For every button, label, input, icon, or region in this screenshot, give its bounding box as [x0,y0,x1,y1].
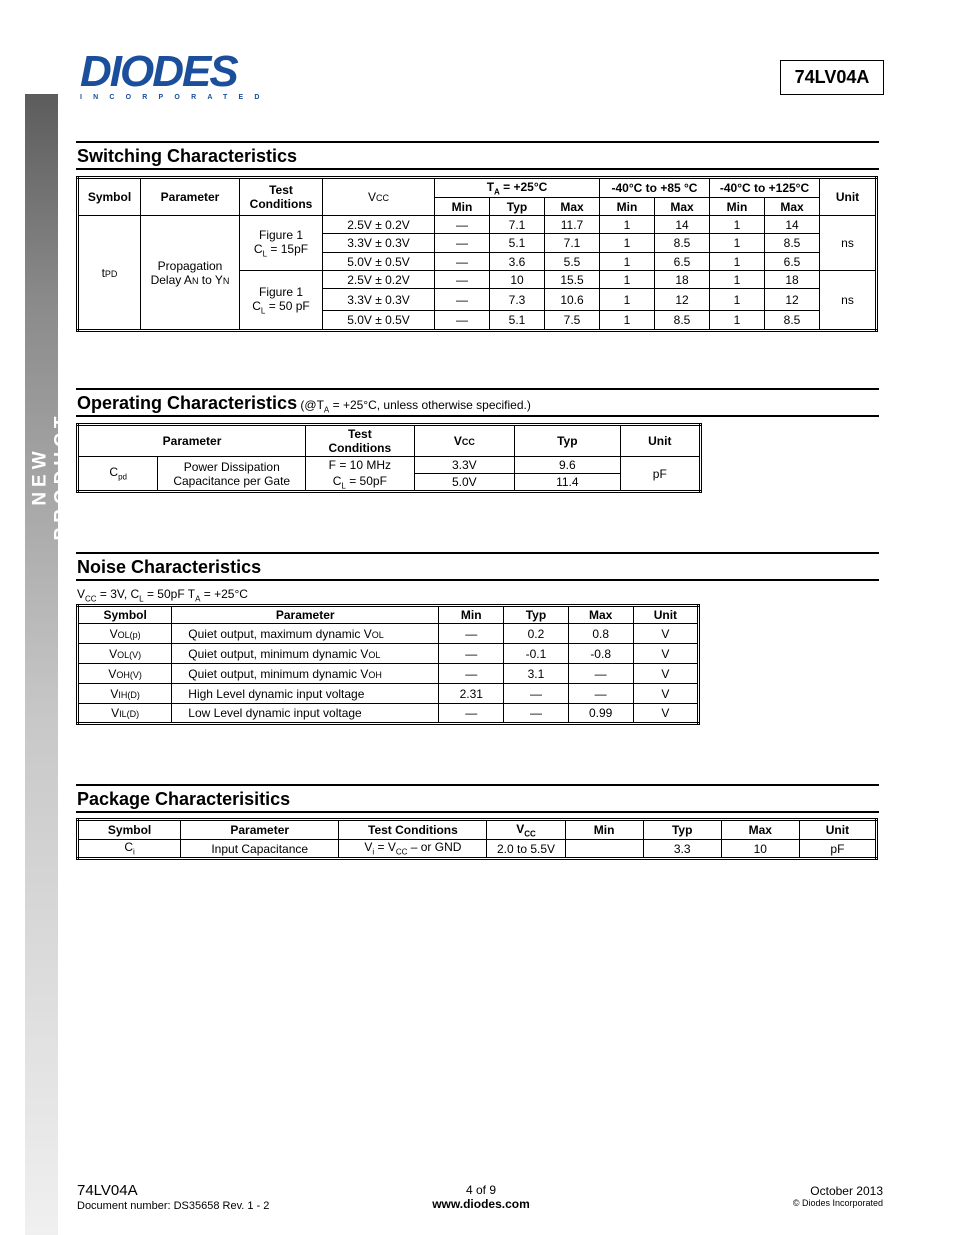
table-row [78,704,699,724]
section-rule [76,388,879,390]
cell-max: — [568,684,633,704]
cell-max: 0.99 [568,704,633,724]
cell-parameter: Input Capacitance [181,840,339,859]
cell-vcc: 5.0V [414,474,514,492]
cell-min3: 1 [710,253,765,271]
header-max: Max [655,198,710,216]
cell-min2: 1 [600,234,655,253]
table-row [78,684,699,704]
logo-word: DIODES [80,47,237,96]
condition-load: $C_L = 50pF$ [306,474,415,492]
cell-min3: 1 [710,216,765,234]
cell-vcc: 2.0 to 5.5V [487,840,565,859]
cell-unit: ns [820,216,877,271]
table-row [78,624,699,644]
header-min: Min [600,198,655,216]
section-rule [76,579,879,581]
cell-parameter: Quiet output, maximum dynamic VOL [172,624,439,644]
noise-title: Noise Characteristics [77,557,262,577]
operating-subtitle: ($@T_A = +25^\circ C$, unless otherwise specified.) [297,398,531,415]
cell-max3: 8.5 [765,234,820,253]
footer-page: 4 of 9 [465,1183,497,1197]
cell-parameter: Quiet output, minimum dynamic VOL [172,644,439,664]
condition-frequency: F = 10 MHz [306,457,415,474]
cell-min2: 1 [600,271,655,289]
cell-min: — [435,311,490,331]
cell-vcc: 2.5V ± 0.2V [323,216,435,234]
header-min: Min [710,198,765,216]
cell-max2: 18 [655,271,710,289]
footer-copyright: © Diodes Incorporated [792,1198,883,1208]
cell-max: 11.7 [545,216,600,234]
side-banner-text: NEW PRODUCT [29,411,73,541]
cell-max: 15.5 [545,271,600,289]
cell-min2: 1 [600,253,655,271]
cell-max2: 12 [655,289,710,311]
switching-table [76,176,878,332]
cell-typ: 3.1 [504,664,568,684]
cell-min: — [439,664,504,684]
cell-symbol: $C_i$ [78,840,181,859]
cell-max: 7.5 [545,311,600,331]
table-row [78,216,877,234]
header-unit: Unit [799,820,876,840]
cell-test-conditions: $V_i = V_{CC}$ – or GND [339,840,487,859]
cell-typ: 5.1 [490,311,545,331]
cell-vcc: 3.3V ± 0.3V [323,234,435,253]
table-row [78,840,877,859]
cell-min: — [439,624,504,644]
cell-unit: V [633,624,698,644]
cell-max: 0.8 [568,624,633,644]
header-parameter: Parameter [172,606,439,624]
part-number-box: 74LV04A [780,60,884,95]
cell-vcc: 3.3V [414,457,514,474]
cell-min: — [439,704,504,724]
cell-min: — [435,234,490,253]
package-title: Package Characterisitics [77,789,291,809]
cell-max2: 8.5 [655,234,710,253]
cell-vcc: 3.3V ± 0.3V [323,289,435,311]
header-range-125: -40°C to +125°C [710,178,820,198]
cell-min3: 1 [710,311,765,331]
cell-min [565,840,643,859]
header-symbol: Symbol [78,178,141,216]
cell-min: 2.31 [439,684,504,704]
cell-max3: 12 [765,289,820,311]
cell-vcc: 5.0V ± 0.5V [323,253,435,271]
cell-typ: 0.2 [504,624,568,644]
header-max: Max [721,820,799,840]
header-unit: Unit [633,606,698,624]
cell-max: -0.8 [568,644,633,664]
cell-symbol: VIH(D) [78,684,172,704]
section-rule [76,168,879,170]
cell-max: 5.5 [545,253,600,271]
footer-date: October 2013 [810,1184,883,1198]
header-test-conditions: Test Conditions [240,178,323,216]
header-max: Max [545,198,600,216]
cell-typ: 5.1 [490,234,545,253]
cell-max3: 6.5 [765,253,820,271]
cell-parameter: High Level dynamic input voltage [172,684,439,704]
cell-typ: 3.3 [643,840,721,859]
cell-min: — [435,289,490,311]
footer-url[interactable]: www.diodes.com [432,1197,530,1211]
header-symbol: Symbol [78,820,181,840]
cell-unit: V [633,704,698,724]
cell-max2: 14 [655,216,710,234]
header-symbol: Symbol [78,606,172,624]
cell-max: — [568,664,633,684]
cell-unit: V [633,644,698,664]
symbol-tpd: tPD [78,216,141,331]
cell-typ: 7.3 [490,289,545,311]
header-vcc: VCC [414,425,514,457]
cell-typ: 10 [490,271,545,289]
section-rule [76,811,879,813]
noise-conditions: $V_{CC} = 3V$, $C_L = 50pF$ $T_A = +25^\circ C$ [77,587,248,604]
header-test-conditions: Test Conditions [306,425,415,457]
header-unit: Unit [620,425,700,457]
operating-table [76,423,702,493]
conditions-50pf: Figure 1 $C_L = 50$ pF [240,271,323,331]
header-min: Min [565,820,643,840]
cell-symbol: VIL(D) [78,704,172,724]
conditions-15pf: Figure 1 $C_L = 15pF$ [240,216,323,271]
cell-unit: pF [799,840,876,859]
cell-unit: V [633,684,698,704]
cell-unit: V [633,664,698,684]
cell-symbol: VOL(p) [78,624,172,644]
switching-title: Switching Characteristics [77,146,298,166]
header-typ: Typ [515,425,621,457]
header-min: Min [439,606,504,624]
cell-min: — [435,271,490,289]
cell-max3: 8.5 [765,311,820,331]
cell-parameter: Low Level dynamic input voltage [172,704,439,724]
header-max: Max [568,606,633,624]
cell-max2: 6.5 [655,253,710,271]
cell-max: 10 [721,840,799,859]
header-vcc: $V_{CC}$ [487,820,565,840]
cell-max2: 8.5 [655,311,710,331]
package-table [76,818,878,860]
cell-typ: 11.4 [515,474,621,492]
header-typ: Typ [643,820,721,840]
diodes-logo [80,47,271,101]
symbol-cpd: $C_{pd}$ [78,457,158,492]
header-min: Min [435,198,490,216]
table-row [78,664,699,684]
noise-table [76,604,700,725]
header-parameter: Parameter [78,425,306,457]
header-range-85: -40°C to +85 °C [600,178,710,198]
header-test-conditions: Test Conditions [339,820,487,840]
header-vcc: VCC [323,178,435,216]
section-rule [76,415,879,417]
footer-docnum: Document number: DS35658 Rev. 1 - 2 [77,1200,270,1212]
cell-unit: pF [620,457,700,492]
section-rule [76,141,879,143]
cell-max3: 14 [765,216,820,234]
parameter-prop-delay: Propagation Delay AN to YN [141,216,240,331]
cell-min2: 1 [600,289,655,311]
cell-typ: 9.6 [515,457,621,474]
table-row [78,457,701,474]
parameter-power-dissipation: Power Dissipation Capacitance per Gate [158,457,306,492]
cell-min3: 1 [710,289,765,311]
cell-min: — [435,216,490,234]
header-max: Max [765,198,820,216]
header-parameter: Parameter [181,820,339,840]
cell-typ: 7.1 [490,216,545,234]
cell-symbol: VOL(V) [78,644,172,664]
header-ta-25: $T_A = +25^\circ C$ [435,178,600,198]
cell-unit: ns [820,271,877,331]
cell-vcc: 5.0V ± 0.5V [323,311,435,331]
cell-min: — [439,644,504,664]
operating-title: Operating Characteristics ($@T_A = +25^\circ C$, unless otherwise specified.) [77,393,531,415]
section-rule [76,552,879,554]
header-typ: Typ [490,198,545,216]
cell-min2: 1 [600,311,655,331]
cell-max: 7.1 [545,234,600,253]
cell-typ: 3.6 [490,253,545,271]
side-banner [25,94,73,1235]
cell-typ: — [504,684,568,704]
cell-symbol: VOH(V) [78,664,172,684]
footer-part: 74LV04A [77,1182,138,1199]
table-row [78,644,699,664]
cell-typ: — [504,704,568,724]
cell-max3: 18 [765,271,820,289]
cell-max: 10.6 [545,289,600,311]
cell-min3: 1 [710,234,765,253]
logo-subtitle: INCORPORATED [80,94,271,101]
header-typ: Typ [504,606,568,624]
cell-min: — [435,253,490,271]
cell-vcc: 2.5V ± 0.2V [323,271,435,289]
cell-min3: 1 [710,271,765,289]
section-rule [76,784,879,786]
cell-parameter: Quiet output, minimum dynamic VOH [172,664,439,684]
header-parameter: Parameter [141,178,240,216]
cell-typ: -0.1 [504,644,568,664]
header-unit: Unit [820,178,877,216]
cell-min2: 1 [600,216,655,234]
